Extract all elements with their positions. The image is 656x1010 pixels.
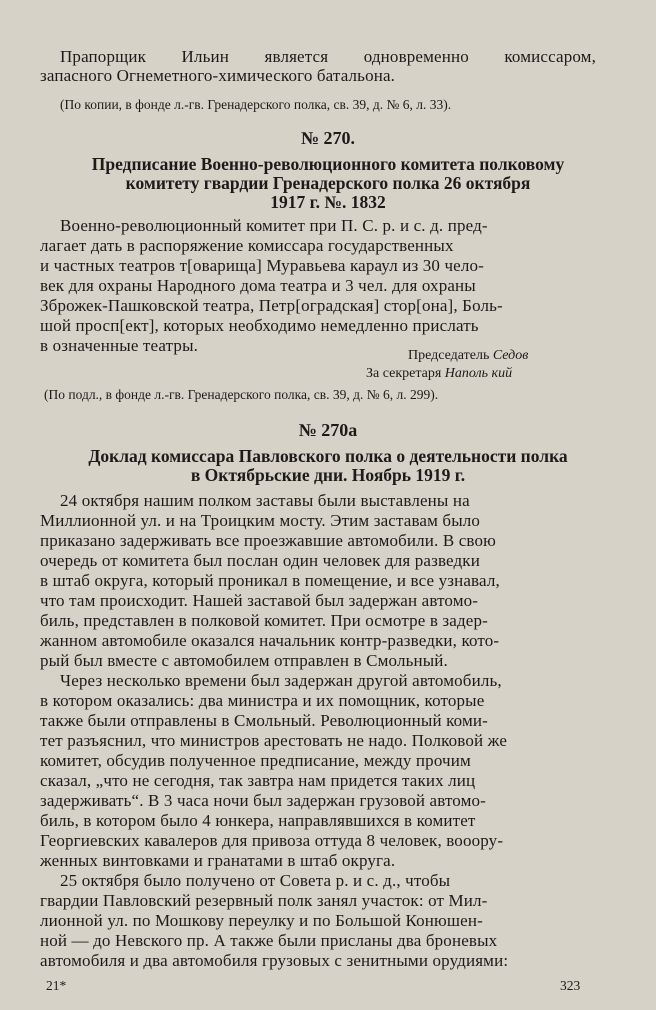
document-title: в Октябрьские дни. Ноябрь 1919 г. [190,465,466,485]
text-line: в штаб округа, который проникал в помещение, и все узнавал, [40,571,500,590]
document-title: Предписание Военно-революционного комитета полковому [91,154,565,174]
text-line: что там происходит. Нашей заставой был задержан автомо- [40,591,479,610]
signature-mark: 21* [46,978,67,993]
document-title: 1917 г. №. 1832 [270,192,386,212]
text-line: биль, представлен в полковой комитет. При осмотре в задер- [40,611,488,630]
source-note: (По подл., в фонде л.-гв. Гренадерского полка, св. 39, д. № 6, л. 299). [44,387,439,402]
text-line: рый был вместе с автомобилем отправлен в Смольный. [40,651,448,670]
document-title: Доклад комиссара Павловского полка о деятельности полка [88,446,568,466]
text-line: женных винтовками и гранатами в штаб округа. [40,851,396,870]
document-number: № 270а [298,420,358,440]
document-number: № 270. [300,128,356,148]
text-line: лионной ул. по Мошкову переулку и по Большой Конюшен- [40,911,483,930]
signature-name: Седов [492,348,529,363]
text-line: запасного Огнеметного-химического батальона. [40,66,396,85]
text-line: Прапорщик Ильин является одновременно комиссаром, [60,47,596,66]
text-line: Миллионной ул. и на Троицким мосту. Этим заставам было [40,511,481,530]
text-line: жанном автомобиле оказался начальник контр-разведки, кото- [40,631,500,650]
text-line: гвардии Павловский резервный полк занял участок: от Мил- [40,891,488,910]
text-line: и частных театров т[оварища] Муравьева караул из 30 чело- [40,256,484,275]
source-note: (По копии, в фонде л.-гв. Гренадерского полка, св. 39, д. № 6, л. 33). [60,97,452,112]
text-line: биль, в котором было 4 юнкера, направлявшихся в комитет [40,811,476,830]
text-line: тет разъяснил, что министров арестовать не надо. Полковой же [40,731,508,750]
text-line: Георгиевских кавалеров для привоза оттуда 8 человек, вооору- [40,831,504,850]
signature-label: За секретаря [366,366,442,381]
document-title: комитету гвардии Гренадерского полка 26 октября [125,173,531,193]
signature-line [366,366,512,382]
text-line: век для охраны Народного дома театра и 3 чел. для охраны [40,276,476,295]
text-line: 24 октября нашим полком заставы были выставлены на [60,491,470,510]
signature-label: Председатель [408,348,490,363]
text-line: лагает дать в распоряжение комиссара государственных [40,236,454,255]
text-line: также были отправлены в Смольный. Революционный коми- [40,711,488,730]
signature-name: Наполь кий [444,366,513,381]
text-line: комитет, обсудив полученное предписание, между прочим [40,751,471,770]
page-number: 323 [560,978,581,993]
signature-line [408,348,528,364]
text-line: автомобиля и два автомобиля грузовых с зенитными орудиями: [40,951,509,970]
text-line: 25 октября было получено от Совета р. и с. д., чтобы [60,871,451,890]
text-line: сказал, „что не сегодня, так завтра нам придется таких лиц [40,771,476,790]
text-line: шой просп[ект], которых необходимо немедленно прислать [40,316,479,335]
text-line: задерживать“. В 3 часа ночи был задержан грузовой автомо- [40,791,486,810]
text-line: ной — до Невского пр. А также были присланы два броневых [40,931,498,950]
text-line: приказано задерживать все проезжавшие автомобили. В свою [40,531,496,550]
text-line: в означенные театры. [40,336,199,355]
text-line: Через несколько времени был задержан другой автомобиль, [60,671,502,690]
text-line: Зброжек-Пашковской театра, Петр[оградская] стор[она], Боль- [40,296,503,315]
text-line: в котором оказались: два министра и их помощник, которые [40,691,485,710]
text-line: Военно-революционный комитет при П. С. р. и с. д. пред- [60,216,488,235]
text-line: очередь от комитета был послан один человек для разведки [40,551,480,570]
